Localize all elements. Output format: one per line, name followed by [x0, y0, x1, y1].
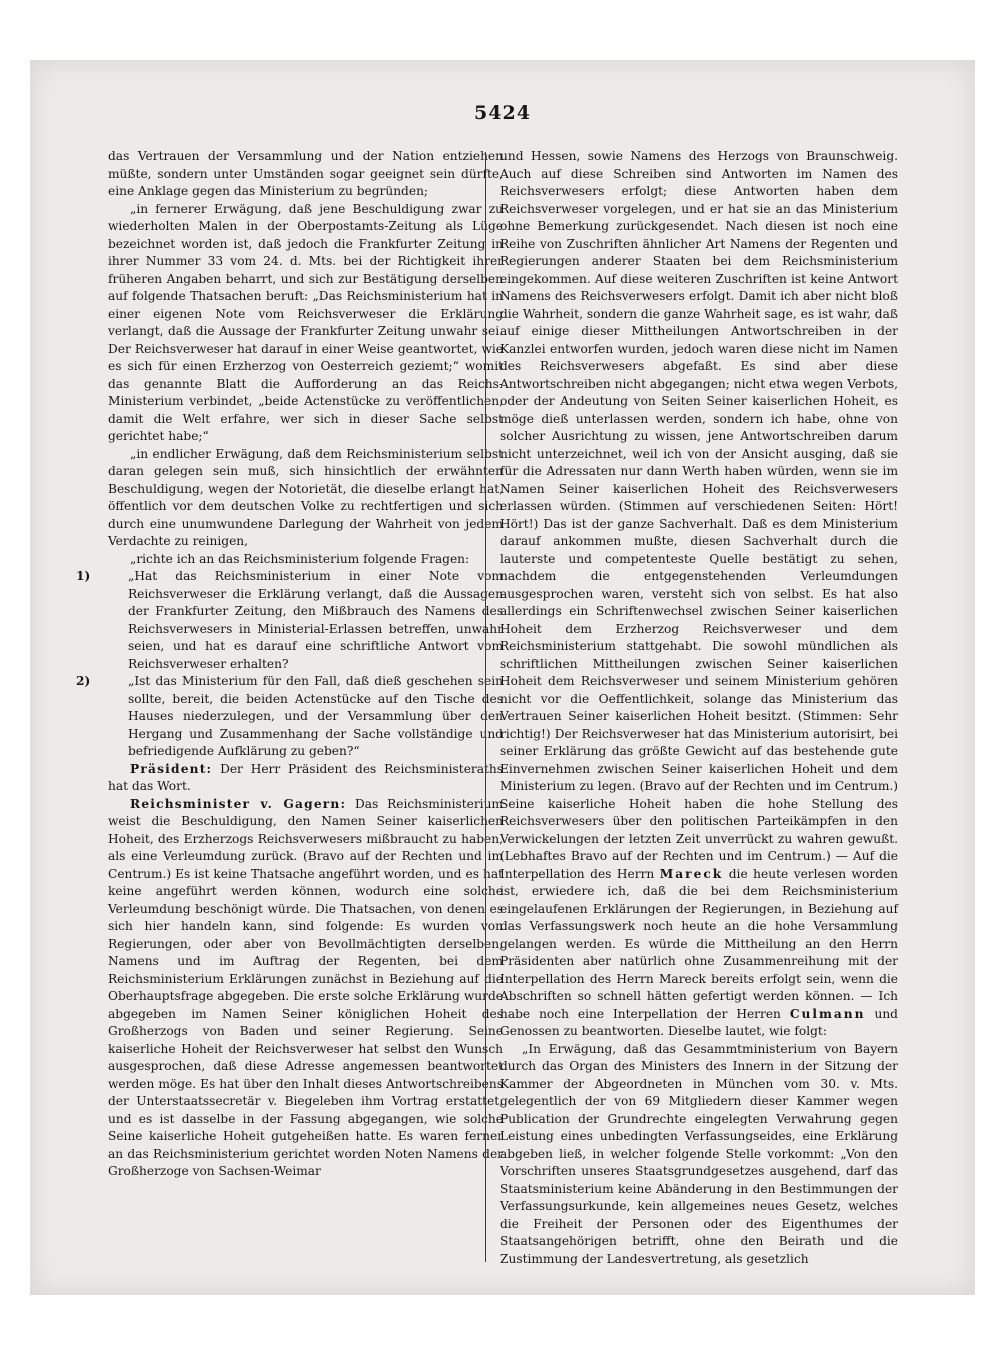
paragraph-text: und Genossen zu beantworten. Dieselbe lautet, wie folgt: — [500, 1006, 898, 1038]
column-divider — [485, 152, 486, 1262]
page-number: 5424 — [474, 102, 531, 124]
paragraph — [500, 148, 898, 1041]
paragraph-text: die heute verlesen worden ist, erwiedere ich, daß die bei dem Reichsministerium eingelaufenen Erklärungen der Regierungen, in Beziehung auf das Verfassungswerk noch heute an die hohe Versammlung gelangen werden. Es würde die Mittheilung an den Herrn Präsidenten aber natürlich ohne Zusammenreihung mit der Interpellation des Herrn Mareck bereits erfolgt sein, wenn die Abschriften so schnell hätten gefertigt werden können. — Ich habe noch eine Interpellation der Herren — [500, 866, 899, 1021]
paragraph: „In Erwägung, daß das Gesammtministerium von Bayern durch das Organ des Ministers des Innern in der Sitzung der Kammer der Abgeordneten in München vom 30. v. Mts. gelegentlich der von 69 Mitgliedern dieser Kammer wegen Publication der Grundrechte eingelegten Verwahrung gegen Leistung eines unbedingten Verfassungseides, eine Erklärung abgeben ließ, in welcher folgende Stelle vorkommt: „Von den Vorschriften unseres Staatsgrundgesetzes ausgehend, darf das Staatsministerium keine Abänderung in den Bestimmungen der Verfassungsurkunde, kein allgemeines neues Gesetz, welches die Freiheit der Personen oder des Eigenthumes der Staatsangehörigen betrifft, ohne den Beirath und die Zustimmung der Landesvertretung, als gesetzlich — [500, 1041, 898, 1266]
paragraph: „richte ich an das Reichsministerium folgende Fragen: — [130, 551, 470, 566]
speech-text: Das Reichsministerium weist die Beschuldigung, den Namen Seiner kaiserlichen Hoheit, des Erzherzogs Reichsverwesers mißbraucht zu haben, als eine Verleumdung zurück. (Bravo auf der Rechten und im Centrum.) Es ist keine Thatsache angeführt worden, und es hat keine angeführt werden können, wodurch eine solche Verleumdung beschönigt würde. Die Thatsachen, von denen es sich hier handeln kann, sind folgende: Es wurden von Regierungen, oder aber von Bevollmächtigten derselben, Namens und im Auftrag der Regenten, bei dem Reichsministerium Erklärungen zunächst in Beziehung auf die Oberhauptsfrage abgegeben. Die erste solche Erklärung wurde abgegeben im Namen Seiner königlichen Hoheit des Großherzogs von Baden und seiner Regierung. Seine kaiserliche Hoheit der Reichsverweser hat selbst den Wunsch ausgesprochen, daß diese Adresse angemessen beantwortet werden möge. Es hat über den Inhalt dieses Antwortschreibens der Unterstaatssecretär v. Biegeleben ihm Vortrag erstattet, und es ist dasselbe in der Fassung abgegangen, wie solche Seine kaiserliche Hoheit gutgeheißen hatte. Es waren ferner an das Reichsministerium gerichtet worden Noten Namens der Großherzoge von Sachsen-Weimar — [108, 796, 503, 1178]
question-number: 2) — [76, 674, 91, 688]
person-name: Mareck — [659, 866, 724, 881]
question-number: 1) — [76, 569, 91, 583]
left-column — [76, 148, 504, 1181]
paragraph-text: und Hessen, sowie Namens des Herzogs von Braunschweig. Auch auf diese Schreiben sind Antworten im Namen des Reichsverwesers erfolgt; diese Antworten haben dem Reichsverweser vorgelegen, und er hat sie an das Ministerium ohne Bemerkung zurückgesendet. Nach diesen ist noch eine Reihe von Zuschriften ähnlicher Art Namens der Regenten und Regierungen anderer Staaten bei dem Reichsministerium eingekommen. Auf diese weiteren Zuschriften ist keine Antwort Namens des Reichsverwesers erfolgt. Damit ich aber nicht bloß die Wahrheit, sondern die ganze Wahrheit sage, es ist wahr, daß auf einige dieser Mittheilungen Antwortschreiben in der Kanzlei entworfen wurden, jedoch waren diese nicht im Namen des Reichsverwesers abgefaßt. Es sind aber diese Antwortschreiben nicht abgegangen; nicht etwa wegen Verbots, oder der Andeutung von Seiten Seiner kaiserlichen Hoheit, es möge dieß unterlassen werden, sondern ich habe, ohne von solcher Ausrichtung zu wissen, jene Antwortschreiben darum nicht unterzeichnet, weil ich von der Ansicht ausging, daß sie für die Adressaten nur dann Werth haben würden, wenn sie im Namen Seiner kaiserlichen Hoheit des Reichsverwesers erlassen würden. (Stimmen auf verschiedenen Seiten: Hört! Hört!) Das ist der ganze Sachverhalt. Daß es dem Ministerium darauf ankommen mußte, diesen Sachverhalt durch die lauterste und competenteste Quelle bestätigt zu sehen, nachdem die entgegenstehenden Verleumdungen ausgesprochen waren, versteht sich von selbst. Es hat also allerdings ein Schriftenwechsel zwischen Seiner kaiserlichen Hoheit dem Erzherzog Reichsverweser und dem Reichsministerium stattgehabt. Die sowohl mündlichen als schriftlichen Mittheilungen zwischen Seiner kaiserlichen Hoheit dem Reichsverweser und seinem Ministerium gehören nicht vor die Oeffentlichkeit, solange das Ministerium das Vertrauen Seiner kaiserlichen Hoheit besitzt. (Stimmen: Sehr richtig!) Der Reichsverweser hat das Ministerium autorisirt, bei seiner Erklärung das größte Gewicht auf das bestehende gute Einvernehmen zwischen Seiner kaiserlichen Hoheit und dem Ministerium zu legen. (Bravo auf der Rechten und im Centrum.) Seine kaiserliche Hoheit haben die hohe Stellung des Reichsverwesers über den politischen Parteikämpfen in den Verwickelungen der letzten Zeit unverrückt zu wahren gewußt. (Lebhaftes Bravo auf der Rechten und im Centrum.) — Auf die Interpellation des Herrn — [500, 149, 898, 881]
paragraph: „in endlicher Erwägung, daß dem Reichsministerium selbst daran gelegen sein muß, sich hinsichtlich der erwähnten Beschuldigung, wegen der Notorietät, die dieselbe erlangt hat, öffentlich vor dem deutschen Volke zu rechtfertigen und sich durch eine unumwundene Darlegung der Wahrheit von jedem Verdachte zu reinigen, — [108, 446, 503, 548]
question-text: „Hat das Reichsministerium in einer Note vom Reichsverweser die Erklärung verlangt, daß die Aussagen der Frankfurter Zeitung, den Mißbrauch des Namens des Reichsverwesers in Ministerial-Erlassen betreffen, unwahr seien, und hat es darauf eine schriftliche Antwort vom Reichsverweser erhalten? — [128, 569, 503, 671]
speaker-name: Reichsminister v. Gagern: — [130, 796, 347, 811]
paragraph: „in fernerer Erwägung, daß jene Beschuldigung zwar zu wiederholten Malen in der Oberpostamts-Zeitung als Lüge bezeichnet worden ist, daß jedoch die Frankfurter Zeitung in ihrer Nummer 33 vom 24. d. Mts. bei der Richtigkeit ihrer früheren Angaben beharrt, und sich zur Bestätigung derselben auf folgende Thatsachen beruft: „Das Reichsministerium hat in einer eigenen Note vom Reichsverweser die Erklärung verlangt, daß die Aussage der Frankfurter Zeitung unwahr sei. Der Reichsverweser hat darauf in einer Weise geantwortet, wie es sich für einen Erzherzog von Oesterreich geziemt;“ womit das genannte Blatt die Aufforderung an das Reichs-Ministerium verbindet, „beide Actenstücke zu veröffentlichen, damit die Welt erfahre, wer sich in dieser Sache selbst gerichtet habe;“ — [108, 201, 503, 443]
speech-text: Der Herr Präsident des Reichsministeraths hat das Wort. — [108, 761, 504, 793]
speech-president — [108, 761, 503, 796]
question-2 — [76, 673, 503, 761]
person-name: Culmann — [789, 1006, 866, 1021]
paragraph: das Vertrauen der Versammlung und der Nation entziehen müßte, sondern unter Umständen sogar geeignet sein dürfte, eine Anklage gegen das Ministerium zu begründen; — [108, 149, 503, 198]
right-column — [500, 148, 898, 1268]
speech-gagern — [108, 796, 503, 1181]
question-1 — [76, 568, 503, 673]
question-text: „Ist das Ministerium für den Fall, daß dieß geschehen sein sollte, bereit, die beiden Actenstücke auf den Tische des Hauses niederzulegen, und der Versammlung über den Hergang und Zusammenhang der Sache vollständige und befriedigende Aufklärung zu geben?“ — [128, 674, 503, 758]
speaker-name: Präsident: — [130, 761, 213, 776]
newspaper-page — [30, 60, 975, 1295]
